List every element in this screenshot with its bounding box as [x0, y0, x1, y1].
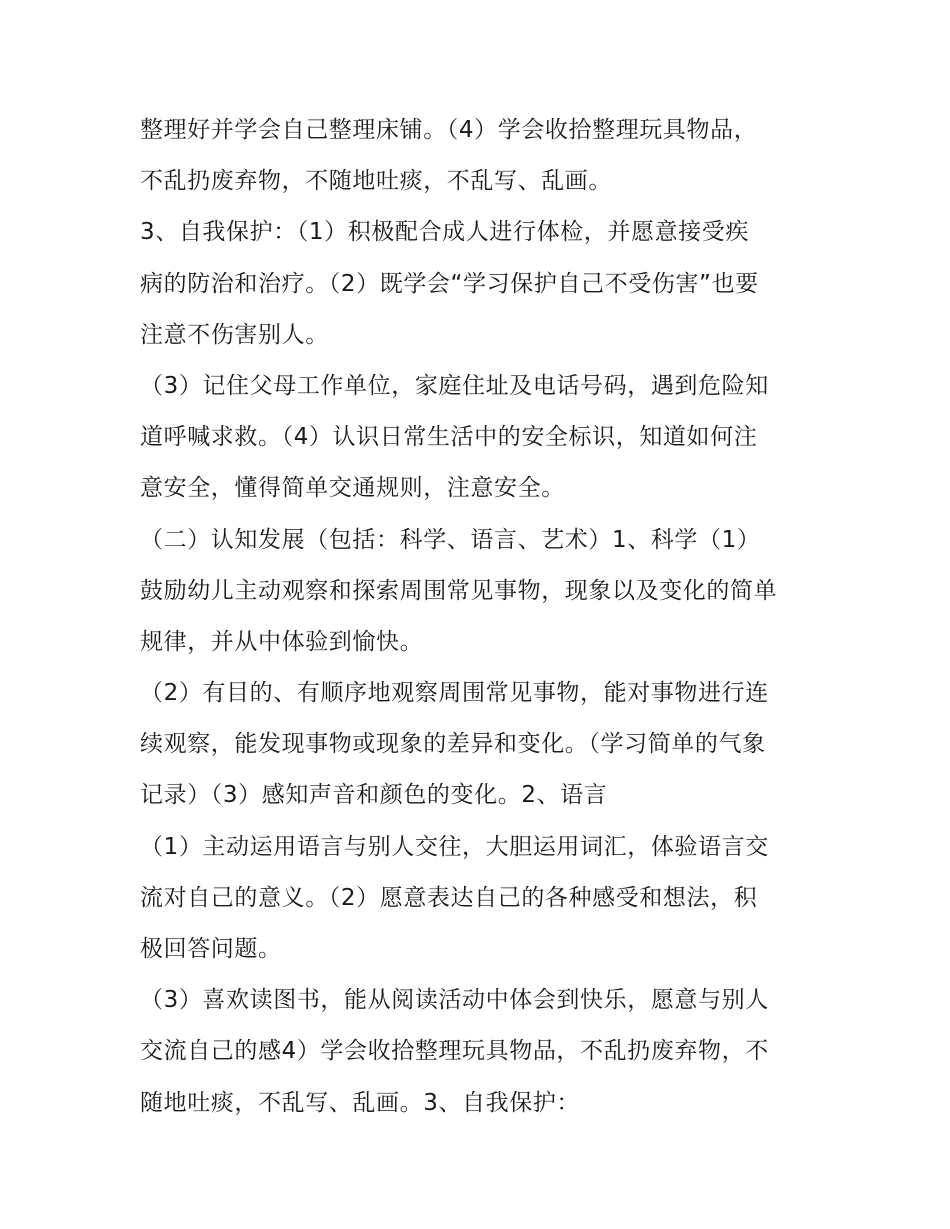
- text-line: 极回答问题。: [140, 936, 282, 962]
- text-line: 道呼喊求救。（4）认识日常生活中的安全标识，知道如何注: [140, 424, 758, 451]
- text-line: 随地吐痰，不乱写、乱画。3、自我保护：: [140, 1089, 581, 1116]
- text-line: 不乱扔废弃物，不随地吐痰，不乱写、乱画。: [140, 168, 612, 195]
- document-body: [140, 105, 820, 1129]
- text-line: （3）喜欢读图书，能从阅读活动中体会到快乐，愿意与别人: [140, 987, 769, 1014]
- text-line: （3）记住父母工作单位，家庭住址及电话号码，遇到危险知: [140, 372, 769, 399]
- text-line: 交流自己的感4）学会收拾整理玩具物品，不乱扔废弃物，不: [140, 1038, 769, 1065]
- text-line: 整理好并学会自己整理床铺。（4）学会收拾整理玩具物品，: [140, 117, 758, 143]
- text-line: 续观察，能发现事物或现象的差异和变化。（学习简单的气象: [140, 731, 766, 758]
- text-line: 3、自我保护：（1）积极配合成人进行体检，并愿意接受疾: [140, 219, 749, 246]
- text-line: （1）主动运用语言与别人交往，大胆运用词汇，体验语言交: [140, 833, 769, 860]
- text-line: 规律，并从中体验到愉快。: [140, 628, 424, 655]
- text-line: 记录）（3）感知声音和颜色的变化。2、语言: [140, 782, 608, 809]
- text-line: 流对自己的意义。（2）愿意表达自己的各种感受和想法，积: [140, 884, 758, 911]
- text-line: （二）认知发展（包括：科学、语言、艺术）1、科学（1）: [140, 526, 761, 553]
- text-line: 鼓励幼儿主动观察和探索周围常见事物，现象以及变化的简单: [140, 577, 778, 604]
- text-line: 病的防治和治疗。（2）既学会“学习保护自己不受伤害”也要: [140, 270, 759, 297]
- text-line: （2）有目的、有顺序地观察周围常见事物，能对事物进行连: [140, 680, 769, 707]
- text-line: 意安全，懂得简单交通规则，注意安全。: [140, 475, 565, 502]
- text-line: 注意不伤害别人。: [140, 321, 329, 348]
